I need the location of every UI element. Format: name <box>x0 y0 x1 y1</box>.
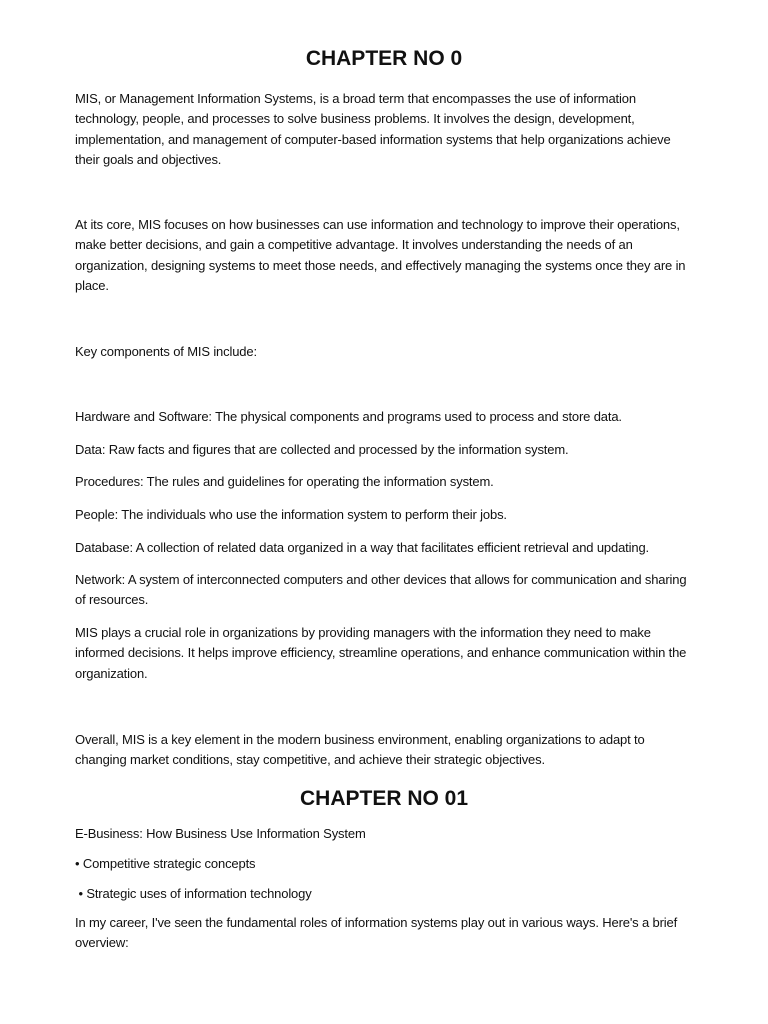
components-intro: Key components of MIS include: <box>75 344 257 359</box>
chapter-1-title: CHAPTER NO 01 <box>299 787 469 810</box>
component-procedures: Procedures: The rules and guidelines for operating the information system. <box>75 474 494 489</box>
bullet-strategic-uses-it: • Strategic uses of information technology <box>75 886 312 901</box>
career-paragraph: In my career, I've seen the fundamental roles of information systems play out in various ways. Here's a brief overview: <box>75 915 678 951</box>
chapter-0-core-paragraph: At its core, MIS focuses on how businesses can use information and technology to improve their operations, make better decisions, and gain a competitive advantage. It involves understanding the needs of an organization, designing systems to meet those needs, and effectively managing the systems once they are in place. <box>75 217 686 293</box>
component-network: Network: A system of interconnected computers and other devices that allows for communication and sharing of resources. <box>75 572 687 608</box>
component-database: Database: A collection of related data organized in a way that facilitates efficient retrieval and updating. <box>75 540 649 555</box>
component-hardware-software: Hardware and Software: The physical components and programs used to process and store data. <box>75 409 622 424</box>
component-data: Data: Raw facts and figures that are collected and processed by the information system. <box>75 442 569 457</box>
mis-overall-paragraph: Overall, MIS is a key element in the modern business environment, enabling organizations to adapt to changing market conditions, stay competitive, and achieve their strategic objectives. <box>75 732 645 768</box>
chapter-0-intro-paragraph: MIS, or Management Information Systems, is a broad term that encompasses the use of information technology, people, and processes to solve business problems. It involves the design, development, implementation, and management of computer-based information systems that help organizations achieve their goals and objectives. <box>75 91 671 167</box>
mis-role-paragraph: MIS plays a crucial role in organizations by providing managers with the information they need to make informed decisions. It helps improve efficiency, streamline operations, and enhance communication within the organization. <box>75 625 687 681</box>
component-people: People: The individuals who use the information system to perform their jobs. <box>75 507 507 522</box>
bullet-competitive-strategic-concepts: • Competitive strategic concepts <box>75 856 256 871</box>
chapter-0-title: CHAPTER NO 0 <box>305 47 463 70</box>
chapter-1-subtitle: E-Business: How Business Use Information System <box>75 826 366 841</box>
